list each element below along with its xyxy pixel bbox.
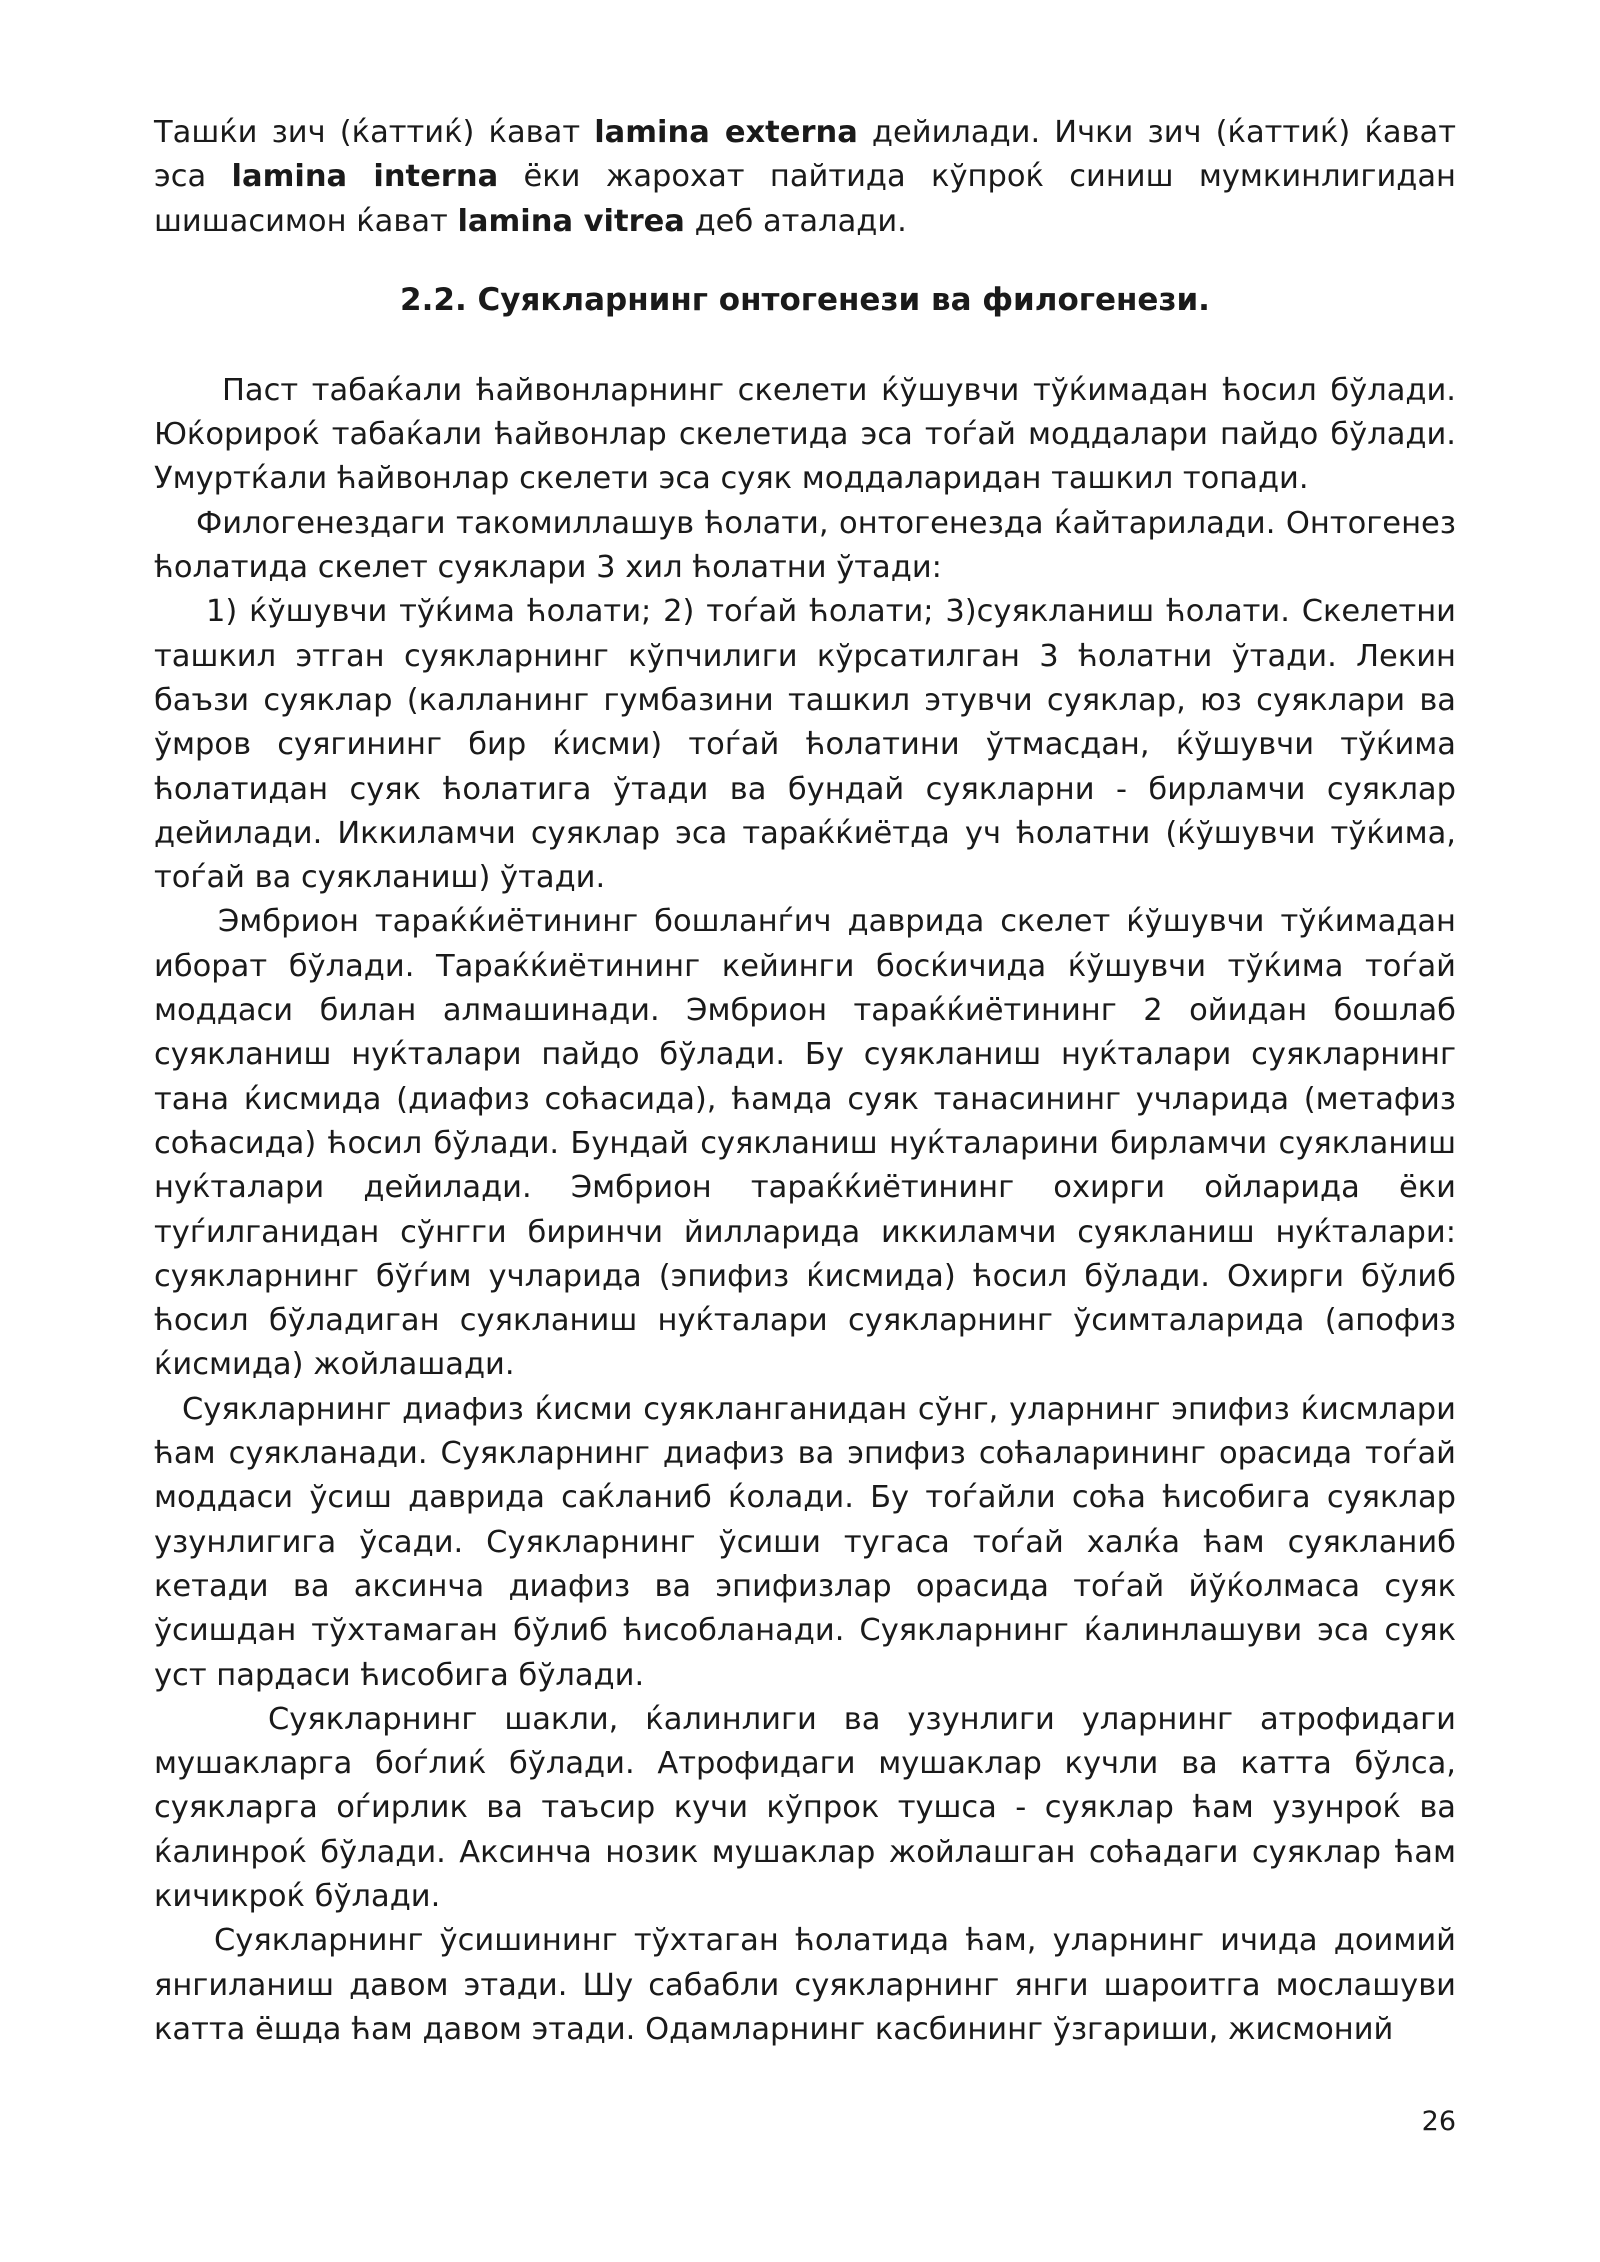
intro-text-2: дейилади. Ички зич (ќаттиќ) ќават эса xyxy=(154,115,1456,195)
paragraph-3: 1) ќўшувчи тўќима ћолати; 2) тоѓай ћолати; 3)суякланиш ћолати. Скелетни ташкил этган суякларнинг кўпчилиги кўрсатилган 3 ћолатни ўтади. Лекин баъзи суяклар (калланинг гумбазини ташкил этувчи суяклар, юз суяклари ва ўмров суягининг бир ќисми) тоѓай ћолатини ўтмасдан, ќўшувчи тўќима ћолатидан суяк ћолатига ўтади ва бундай суякларни - бирламчи суяклар дейилади. Иккиламчи суяклар эса тараќќиётда уч ћолатни (ќўшувчи тўќима, тоѓай ва суякланиш) ўтади. xyxy=(154,594,1456,896)
intro-text-1: Ташќи зич (ќаттиќ) ќават xyxy=(154,115,595,150)
intro-text-4: деб аталади. xyxy=(684,203,907,239)
paragraph-6: Суякларнинг шакли, ќалинлиги ва узунлиги уларнинг атрофидаги мушакларга боѓлиќ бўлади. Атрофидаги мушаклар кучли ва катта бўлса, суякларга оѓирлик ва таъсир кучи кўпрок тушса - суяклар ћам узунроќ ва ќалинроќ бўлади. Аксинча нозик мушаклар жойлашган соћадаги суяклар ћам кичикроќ бўлади. xyxy=(154,1701,1456,1914)
intro-text-3: ёки жарохат пайтида кўпроќ синиш мумкинлигидан шишасимон ќават xyxy=(154,159,1456,239)
section-heading: 2.2. Суякларнинг онтогенези ва филогенези. xyxy=(400,281,1210,318)
document-page xyxy=(154,111,1456,2052)
paragraph-7: Суякларнинг ўсишининг тўхтаган ћолатида ћам, уларнинг ичида доимий янгиланиш давом этади. Шу сабабли суякларнинг янги шароитга мослашуви катта ёшда ћам давом этади. Одамларнинг касбининг ўзгариши, жисмоний xyxy=(154,1923,1456,2047)
paragraph-5: Суякларнинг диафиз ќисми суякланганидан сўнг, уларнинг эпифиз ќисмлари ћам суякланади. Суякларнинг диафиз ва эпифиз соћаларининг орасида тоѓай моддаси ўсиш даврида саќланиб ќолади. Бу тоѓайли соћа ћисобига суяклар узунлигига ўсади. Суякларнинг ўсиши тугаса тоѓай халќа ћам суякланиб кетади ва аксинча диафиз ва эпифизлар орасида тоѓай йўќолмаса суяк ўсишдан тўхтамаган бўлиб ћисобланади. Суякларнинг ќалинлашуви эса суяк уст пардаси ћисобига бўлади. xyxy=(154,1391,1456,1693)
paragraph-1: Паст табаќали ћайвонларнинг скелети ќўшувчи тўќимадан ћосил бўлади. Юќорироќ табаќали ћайвонлар скелетида эса тоѓай моддалари пайдо бўлади. Умуртќали ћайвонлар скелети эса суяк моддаларидан ташкил топади. xyxy=(154,372,1456,497)
paragraph-2: Филогенездаги такомиллашув ћолати, онтогенезда ќайтарилади. Онтогенез ћолатида скелет суяклари 3 хил ћолатни ўтади: xyxy=(154,505,1456,586)
paragraph-4: Эмбрион тараќќиётининг бошланѓич даврида скелет ќўшувчи тўќимадан иборат бўлади. Тараќќиётининг кейинги босќичида ќўшувчи тўќима тоѓай моддаси билан алмашинади. Эмбрион тараќќиётининг 2 ойидан бошлаб суякланиш нуќталари пайдо бўлади. Бу суякланиш нуќталари суякларнинг тана ќисмида (диафиз соћасида), ћамда суяк танасининг учларида (метафиз соћасида) ћосил бўлади. Бундай суякланиш нуќталарини бирламчи суякланиш нуќталари дейилади. Эмбрион тараќќиётининг охирги ойларида ёки туѓилганидан сўнгги биринчи йилларида иккиламчи суякланиш нуќталари: суякларнинг бўѓим учларида (эпифиз ќисмида) ћосил бўлади. Охирги бўлиб ћосил бўладиган суякланиш нуќталари суякларнинг ўсимталарида (апофиз ќисмида) жойлашади. xyxy=(154,904,1456,1383)
page-number: 26 xyxy=(1421,2106,1456,2137)
term-lamina-externa: lamina externa xyxy=(594,115,858,150)
term-lamina-interna: lamina interna xyxy=(231,159,499,195)
intro-paragraph xyxy=(154,111,1456,244)
term-lamina-vitrea: lamina vitrea xyxy=(457,203,685,239)
